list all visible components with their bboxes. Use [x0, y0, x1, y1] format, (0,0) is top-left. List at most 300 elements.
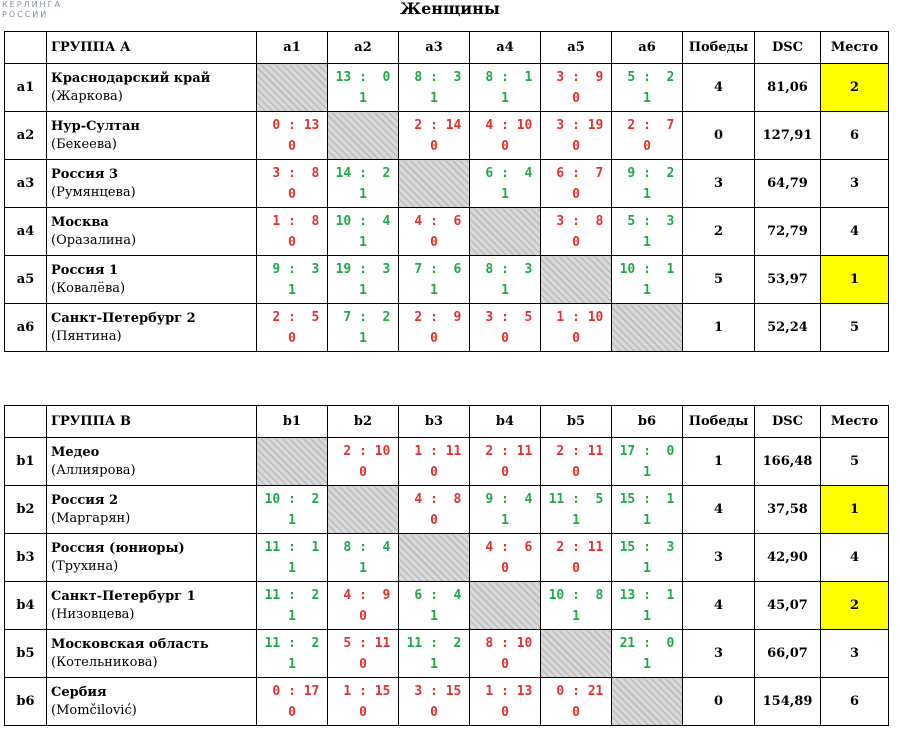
match-points: 1: [288, 282, 296, 298]
match-score: 3 : 8: [548, 213, 604, 229]
header-row: [5, 32, 889, 64]
column-header-a1: a1: [257, 32, 328, 64]
match-points: 0: [359, 704, 367, 720]
match-points: 1: [359, 90, 367, 106]
match-points: 1: [359, 330, 367, 346]
wins-value: 1: [683, 438, 755, 486]
match-score: 15 : 3: [619, 539, 675, 555]
match-points: 1: [430, 656, 438, 672]
self-match-cell: [399, 160, 470, 208]
match-points: 1: [359, 186, 367, 202]
team-cell: [47, 678, 257, 726]
match-result-cell: [257, 534, 328, 582]
match-result-cell: [541, 64, 612, 112]
skip-name: (Momčilović): [51, 702, 137, 718]
wins-value: 3: [683, 160, 755, 208]
team-cell: [47, 534, 257, 582]
match-result-cell: [328, 582, 399, 630]
team-code: a5: [5, 256, 47, 304]
skip-name: (Низовцева): [51, 606, 135, 622]
dsc-header: DSC: [755, 32, 821, 64]
match-score: 3 : 19: [548, 117, 604, 133]
match-score: 2 : 11: [548, 443, 604, 459]
match-score: 11 : 2: [264, 587, 320, 603]
table-row: [5, 582, 889, 630]
match-score: 10 : 8: [548, 587, 604, 603]
team-name: Сербия: [51, 684, 107, 700]
place-value: 3: [821, 630, 889, 678]
match-score: 17 : 0: [619, 443, 675, 459]
match-result-cell: [257, 304, 328, 352]
match-points: 0: [572, 464, 580, 480]
skip-name: (Бекеева): [51, 136, 117, 152]
match-result-cell: [328, 304, 399, 352]
match-result-cell: [328, 678, 399, 726]
match-score: 11 : 1: [264, 539, 320, 555]
team-code: b5: [5, 630, 47, 678]
match-score: 8 : 3: [477, 261, 533, 277]
team-cell: [47, 112, 257, 160]
match-score: 8 : 1: [477, 69, 533, 85]
match-result-cell: [399, 208, 470, 256]
match-result-cell: [541, 438, 612, 486]
match-result-cell: [470, 64, 541, 112]
dsc-value: 81,06: [755, 64, 821, 112]
match-result-cell: [399, 678, 470, 726]
self-match-cell: [541, 256, 612, 304]
match-result-cell: [399, 64, 470, 112]
place-value: 4: [821, 534, 889, 582]
match-score: 3 : 15: [406, 683, 462, 699]
match-result-cell: [612, 64, 683, 112]
column-header-b5: b5: [541, 406, 612, 438]
corner-cell: [5, 406, 47, 438]
match-result-cell: [541, 208, 612, 256]
column-header-a3: a3: [399, 32, 470, 64]
match-score: 4 : 9: [335, 587, 391, 603]
team-name: Медео: [51, 444, 100, 460]
column-header-a5: a5: [541, 32, 612, 64]
match-points: 0: [430, 704, 438, 720]
column-header-b6: b6: [612, 406, 683, 438]
table-row: [5, 534, 889, 582]
header-row: [5, 406, 889, 438]
match-points: 0: [572, 560, 580, 576]
match-result-cell: [612, 582, 683, 630]
match-result-cell: [328, 160, 399, 208]
match-score: 1 : 10: [548, 309, 604, 325]
match-score: 4 : 8: [406, 491, 462, 507]
self-match-cell: [612, 304, 683, 352]
team-name: Россия 2: [51, 492, 119, 508]
match-result-cell: [257, 112, 328, 160]
self-match-cell: [328, 112, 399, 160]
table-row: [5, 630, 889, 678]
match-result-cell: [399, 630, 470, 678]
team-code: a1: [5, 64, 47, 112]
table-row: [5, 678, 889, 726]
match-points: 0: [501, 560, 509, 576]
team-name: Нур-Султан: [51, 118, 140, 134]
match-score: 7 : 2: [335, 309, 391, 325]
match-result-cell: [399, 438, 470, 486]
self-match-cell: [470, 208, 541, 256]
match-score: 1 : 11: [406, 443, 462, 459]
group-b-table: [4, 405, 889, 726]
match-points: 0: [572, 704, 580, 720]
skip-name: (Оразалина): [51, 232, 137, 248]
match-result-cell: [257, 486, 328, 534]
column-header-b4: b4: [470, 406, 541, 438]
match-points: 1: [643, 186, 651, 202]
team-name: Россия (юниоры): [51, 540, 185, 556]
match-result-cell: [612, 438, 683, 486]
match-points: 0: [359, 608, 367, 624]
match-points: 0: [572, 330, 580, 346]
match-result-cell: [612, 256, 683, 304]
match-result-cell: [470, 630, 541, 678]
match-result-cell: [470, 486, 541, 534]
match-points: 1: [572, 608, 580, 624]
match-points: 0: [359, 464, 367, 480]
match-score: 5 : 3: [619, 213, 675, 229]
logo-line-1: КЕРЛИНГА: [2, 0, 62, 9]
match-result-cell: [328, 208, 399, 256]
wins-value: 3: [683, 534, 755, 582]
match-result-cell: [541, 112, 612, 160]
dsc-value: 64,79: [755, 160, 821, 208]
match-points: 1: [359, 560, 367, 576]
wins-value: 2: [683, 208, 755, 256]
match-result-cell: [399, 112, 470, 160]
column-header-b3: b3: [399, 406, 470, 438]
table-row: [5, 486, 889, 534]
match-score: 14 : 2: [335, 165, 391, 181]
skip-name: (Аллиярова): [51, 462, 136, 478]
match-result-cell: [541, 486, 612, 534]
team-code: a3: [5, 160, 47, 208]
match-score: 1 : 8: [264, 213, 320, 229]
team-code: a6: [5, 304, 47, 352]
dsc-value: 45,07: [755, 582, 821, 630]
dsc-value: 127,91: [755, 112, 821, 160]
match-points: 1: [501, 282, 509, 298]
wins-header: Победы: [683, 406, 755, 438]
match-result-cell: [470, 304, 541, 352]
table-row: [5, 208, 889, 256]
table-row: [5, 112, 889, 160]
match-score: 3 : 5: [477, 309, 533, 325]
wins-value: 0: [683, 678, 755, 726]
match-score: 6 : 7: [548, 165, 604, 181]
skip-name: (Маргарян): [51, 510, 131, 526]
match-points: 1: [501, 186, 509, 202]
match-result-cell: [257, 208, 328, 256]
team-cell: [47, 208, 257, 256]
match-result-cell: [257, 630, 328, 678]
skip-name: (Румянцева): [51, 184, 136, 200]
team-name: Санкт-Петербург 2: [51, 310, 196, 326]
match-score: 21 : 0: [619, 635, 675, 651]
match-points: 0: [430, 234, 438, 250]
match-score: 8 : 4: [335, 539, 391, 555]
team-code: b2: [5, 486, 47, 534]
wins-value: 4: [683, 64, 755, 112]
match-score: 2 : 11: [548, 539, 604, 555]
match-score: 8 : 3: [406, 69, 462, 85]
team-name: Краснодарский край: [51, 70, 211, 86]
skip-name: (Трухина): [51, 558, 119, 574]
match-points: 0: [572, 234, 580, 250]
team-cell: [47, 438, 257, 486]
column-header-a6: a6: [612, 32, 683, 64]
place-value: 1: [821, 486, 889, 534]
match-score: 6 : 4: [406, 587, 462, 603]
self-match-cell: [612, 678, 683, 726]
match-score: 2 : 7: [619, 117, 675, 133]
logo-line-2: РОССИИ: [2, 10, 49, 19]
team-cell: [47, 160, 257, 208]
dsc-value: 66,07: [755, 630, 821, 678]
skip-name: (Котельникова): [51, 654, 158, 670]
match-score: 10 : 1: [619, 261, 675, 277]
place-value: 6: [821, 112, 889, 160]
column-header-a4: a4: [470, 32, 541, 64]
match-result-cell: [399, 486, 470, 534]
match-score: 5 : 2: [619, 69, 675, 85]
match-result-cell: [257, 582, 328, 630]
match-points: 0: [288, 186, 296, 202]
table-row: [5, 64, 889, 112]
match-score: 0 : 17: [264, 683, 320, 699]
match-score: 9 : 2: [619, 165, 675, 181]
team-code: b3: [5, 534, 47, 582]
match-points: 0: [501, 330, 509, 346]
match-score: 11 : 2: [406, 635, 462, 651]
match-points: 1: [288, 512, 296, 528]
match-score: 0 : 21: [548, 683, 604, 699]
match-score: 4 : 6: [477, 539, 533, 555]
wins-value: 4: [683, 582, 755, 630]
match-points: 1: [501, 90, 509, 106]
match-points: 1: [643, 90, 651, 106]
match-points: 1: [501, 512, 509, 528]
match-points: 1: [643, 282, 651, 298]
table-row: [5, 160, 889, 208]
team-code: a2: [5, 112, 47, 160]
match-result-cell: [328, 256, 399, 304]
match-score: 2 : 11: [477, 443, 533, 459]
match-score: 2 : 9: [406, 309, 462, 325]
match-result-cell: [612, 112, 683, 160]
team-cell: [47, 256, 257, 304]
match-score: 1 : 13: [477, 683, 533, 699]
match-points: 0: [572, 186, 580, 202]
place-value: 5: [821, 304, 889, 352]
match-points: 1: [643, 560, 651, 576]
match-score: 11 : 5: [548, 491, 604, 507]
match-points: 1: [288, 656, 296, 672]
match-points: 0: [288, 138, 296, 154]
dsc-value: 72,79: [755, 208, 821, 256]
match-points: 0: [359, 656, 367, 672]
team-name: Россия 1: [51, 262, 119, 278]
group-a-table: [4, 31, 889, 352]
match-points: 0: [501, 704, 509, 720]
match-score: 15 : 1: [619, 491, 675, 507]
match-points: 1: [643, 608, 651, 624]
dsc-header: DSC: [755, 406, 821, 438]
match-points: 0: [501, 464, 509, 480]
table-row: [5, 304, 889, 352]
match-points: 0: [501, 656, 509, 672]
wins-value: 5: [683, 256, 755, 304]
match-points: 0: [430, 138, 438, 154]
match-score: 8 : 10: [477, 635, 533, 651]
table-row: [5, 438, 889, 486]
match-result-cell: [328, 438, 399, 486]
wins-value: 4: [683, 486, 755, 534]
team-cell: [47, 304, 257, 352]
match-score: 1 : 15: [335, 683, 391, 699]
place-value: 5: [821, 438, 889, 486]
match-result-cell: [399, 304, 470, 352]
team-code: b1: [5, 438, 47, 486]
table-row: [5, 256, 889, 304]
match-result-cell: [612, 630, 683, 678]
match-score: 7 : 6: [406, 261, 462, 277]
match-points: 0: [572, 90, 580, 106]
dsc-value: 42,90: [755, 534, 821, 582]
match-points: 1: [430, 282, 438, 298]
match-result-cell: [257, 678, 328, 726]
group-name: ГРУППА А: [47, 32, 257, 64]
match-result-cell: [470, 256, 541, 304]
dsc-value: 154,89: [755, 678, 821, 726]
team-cell: [47, 486, 257, 534]
self-match-cell: [257, 438, 328, 486]
match-score: 0 : 13: [264, 117, 320, 133]
match-points: 0: [501, 138, 509, 154]
page-title: Женщины: [400, 0, 500, 18]
dsc-value: 53,97: [755, 256, 821, 304]
match-result-cell: [541, 582, 612, 630]
match-score: 4 : 6: [406, 213, 462, 229]
match-score: 5 : 11: [335, 635, 391, 651]
match-points: 0: [288, 330, 296, 346]
place-value: 1: [821, 256, 889, 304]
match-score: 3 : 9: [548, 69, 604, 85]
team-cell: [47, 582, 257, 630]
column-header-a2: a2: [328, 32, 399, 64]
column-header-b2: b2: [328, 406, 399, 438]
team-code: b6: [5, 678, 47, 726]
team-code: a4: [5, 208, 47, 256]
dsc-value: 52,24: [755, 304, 821, 352]
match-points: 0: [430, 330, 438, 346]
match-result-cell: [541, 534, 612, 582]
place-value: 4: [821, 208, 889, 256]
match-points: 1: [359, 234, 367, 250]
match-points: 1: [643, 234, 651, 250]
team-name: Московская область: [51, 636, 209, 652]
match-result-cell: [470, 438, 541, 486]
place-value: 3: [821, 160, 889, 208]
match-result-cell: [257, 256, 328, 304]
team-name: Россия 3: [51, 166, 119, 182]
match-points: 0: [643, 138, 651, 154]
match-result-cell: [541, 678, 612, 726]
self-match-cell: [541, 630, 612, 678]
match-score: 2 : 10: [335, 443, 391, 459]
match-points: 1: [288, 608, 296, 624]
match-score: 6 : 4: [477, 165, 533, 181]
dsc-value: 166,48: [755, 438, 821, 486]
column-header-b1: b1: [257, 406, 328, 438]
wins-value: 1: [683, 304, 755, 352]
match-result-cell: [541, 160, 612, 208]
place-value: 2: [821, 582, 889, 630]
match-result-cell: [470, 160, 541, 208]
self-match-cell: [328, 486, 399, 534]
match-points: 0: [288, 704, 296, 720]
match-score: 11 : 2: [264, 635, 320, 651]
match-result-cell: [612, 486, 683, 534]
match-result-cell: [470, 678, 541, 726]
match-result-cell: [541, 304, 612, 352]
match-points: 0: [430, 464, 438, 480]
place-header: Место: [821, 32, 889, 64]
wins-value: 0: [683, 112, 755, 160]
skip-name: (Пянтина): [51, 328, 122, 344]
match-result-cell: [470, 534, 541, 582]
match-score: 4 : 10: [477, 117, 533, 133]
match-result-cell: [328, 64, 399, 112]
wins-value: 3: [683, 630, 755, 678]
team-name: Москва: [51, 214, 109, 230]
team-name: Санкт-Петербург 1: [51, 588, 196, 604]
match-score: 9 : 3: [264, 261, 320, 277]
self-match-cell: [399, 534, 470, 582]
place-header: Место: [821, 406, 889, 438]
match-points: 1: [430, 608, 438, 624]
place-value: 2: [821, 64, 889, 112]
match-result-cell: [399, 582, 470, 630]
match-score: 19 : 3: [335, 261, 391, 277]
match-result-cell: [612, 160, 683, 208]
match-score: 2 : 14: [406, 117, 462, 133]
match-score: 3 : 8: [264, 165, 320, 181]
match-score: 13 : 1: [619, 587, 675, 603]
match-score: 9 : 4: [477, 491, 533, 507]
self-match-cell: [470, 582, 541, 630]
match-score: 2 : 5: [264, 309, 320, 325]
match-points: 1: [643, 656, 651, 672]
skip-name: (Жаркова): [51, 88, 123, 104]
match-score: 13 : 0: [335, 69, 391, 85]
self-match-cell: [257, 64, 328, 112]
match-points: 1: [572, 512, 580, 528]
match-points: 1: [359, 282, 367, 298]
match-points: 1: [643, 464, 651, 480]
match-points: 1: [643, 512, 651, 528]
wins-header: Победы: [683, 32, 755, 64]
team-cell: [47, 630, 257, 678]
match-score: 10 : 4: [335, 213, 391, 229]
match-points: 0: [288, 234, 296, 250]
match-points: 1: [430, 90, 438, 106]
match-result-cell: [399, 256, 470, 304]
